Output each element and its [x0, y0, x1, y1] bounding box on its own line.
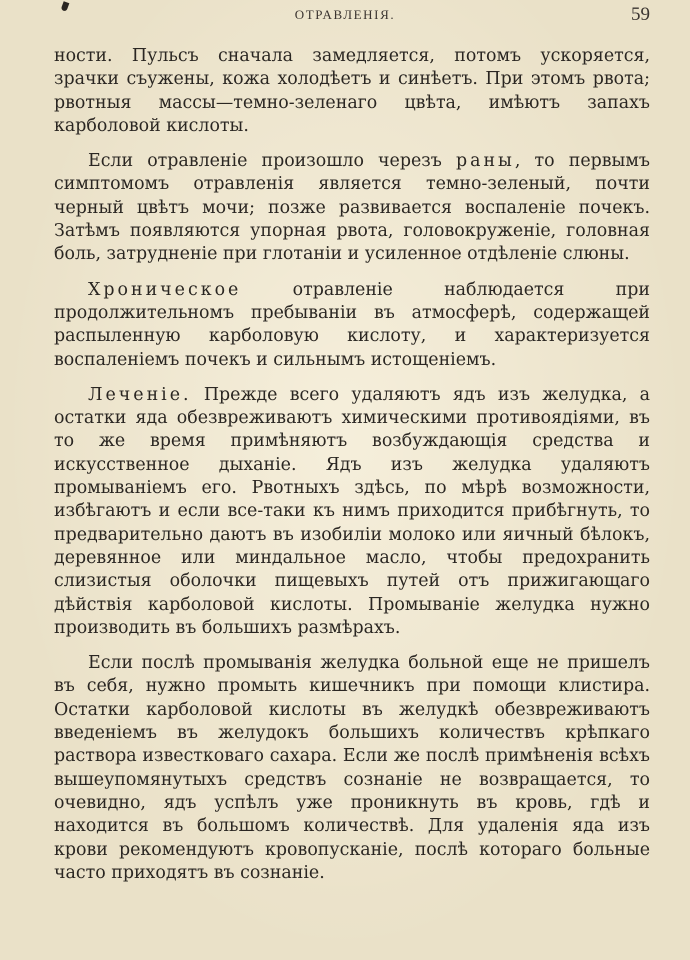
paragraph-text: ности. Пульсъ сначала замедляется, потомъ ускоряется, зрачки съужены, кожа холодѣетъ и синѣетъ. При этомъ рвота; рвотныя массы—темно-зеленаго цвѣта, имѣютъ запахъ карболовой кислоты.: [54, 46, 650, 136]
running-head: ОТРАВЛЕНІЯ.: [294, 7, 396, 22]
page-number: 59: [631, 4, 650, 25]
paragraph-text: отравленіе наблюдается при продолжительномъ пребываніи въ атмосферѣ, содержащей распыленную карболовую кислоту, и характеризуется воспаленіемъ почекъ и сильнымъ истощеніемъ.: [54, 279, 650, 370]
emphasis-text: Хроническое: [88, 279, 242, 300]
page-header: [0, 6, 690, 28]
paragraph-wounds: [54, 150, 650, 266]
paragraph-continuation: [54, 45, 650, 138]
paragraph-lavage: [54, 652, 650, 885]
body-text: [54, 45, 650, 896]
paragraph-chronic: [54, 279, 650, 372]
paragraph-text: Если отравленіе произошло черезъ: [88, 151, 456, 172]
paragraph-text: , то первымъ симптомомъ отравленія является темно-зеленый, почти черный цвѣтъ мочи; позже развивается воспаленіе почекъ. Затѣмъ появляются упорная рвота, головокруженіе, головная боль, затрудненіе при глотаніи и усиленное отдѣленіе слюны.: [54, 151, 650, 265]
paragraph-text: Если послѣ промыванія желудка больной еще не пришелъ въ себя, нужно промыть кишечникъ при помощи клистира. Остатки карболовой кислоты въ желудкѣ обезвреживаютъ введеніемъ въ желудокъ большихъ количествъ крѣпкаго раствора известковаго сахара. Если же послѣ примѣненія всѣхъ вышеупомянутыхъ средствъ сознаніе не возвращается, то очевидно, ядъ успѣлъ уже проникнуть въ кровь, гдѣ и находится въ большомъ количествѣ. Для удаленія яда изъ крови рекомендуютъ кровопусканіе, послѣ котораго больные часто приходятъ въ сознаніе.: [54, 653, 650, 883]
paragraph-text: Прежде всего удаляютъ ядъ изъ желудка, а остатки яда обезвреживаютъ химическими противоядіями, въ то же время примѣняютъ возбуждающія средства и искусственное дыханіе. Ядъ изъ желудка удаляютъ промываніемъ его. Рвотныхъ здѣсь, по мѣрѣ возможности, избѣгаютъ и если все-таки къ нимъ приходится прибѣгнуть, то предварительно даютъ въ изобиліи молоко или яичный бѣлокъ, деревянное или миндальное масло, чтобы предохранить слизистыя оболочки пищевыхъ путей отъ прижигающаго дѣйствія карболовой кислоты. Промываніе желудка нужно производить въ большихъ размѣрахъ.: [54, 384, 650, 638]
emphasis-text: раны: [455, 151, 515, 172]
section-heading: Леченіе.: [88, 384, 192, 405]
paragraph-treatment: [54, 384, 650, 640]
